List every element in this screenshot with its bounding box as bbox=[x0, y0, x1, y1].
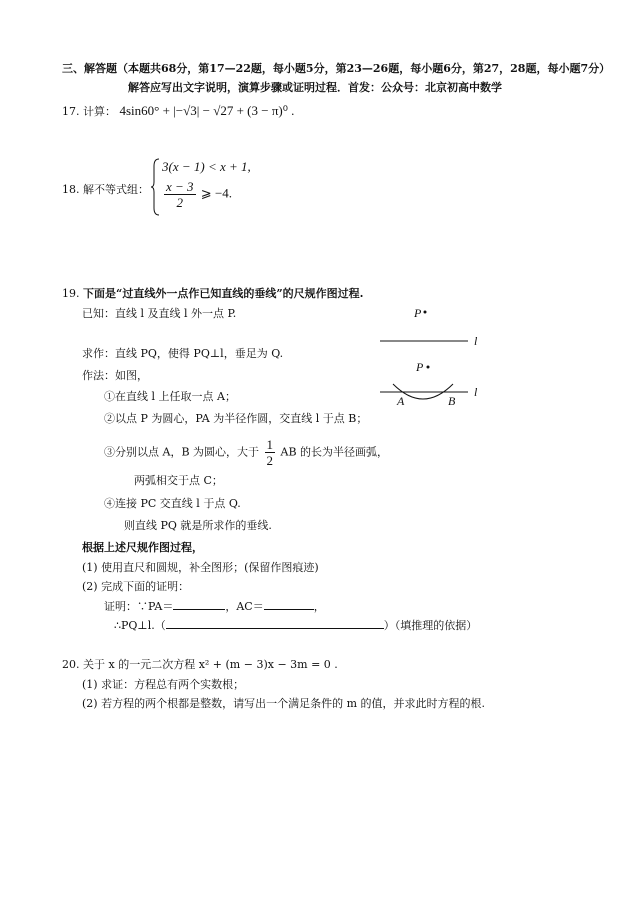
q19-title-row bbox=[62, 285, 363, 301]
q19-proof-paren-close: ）（填推理的依据） bbox=[383, 619, 478, 632]
q19-task1: (1) 使用直尺和圆规，补全图形；(保留作图痕迹) bbox=[82, 561, 319, 574]
q19-blank-pa[interactable] bbox=[173, 597, 225, 610]
fig-bottom-line-label: l bbox=[474, 385, 478, 399]
q18-number: 18. bbox=[62, 183, 80, 196]
q18-frac-num: x − 3 bbox=[166, 179, 194, 194]
q19-given: 已知：直线 l 及直线 l 外一点 P. bbox=[82, 307, 237, 320]
q19-step1: ①在直线 l 上任取一点 A； bbox=[104, 390, 236, 403]
q19-step3-frac-num: 1 bbox=[266, 437, 274, 452]
q18-fraction bbox=[164, 180, 196, 209]
fig-top-point bbox=[424, 311, 427, 314]
q18-inequality-2 bbox=[162, 180, 232, 209]
q19-method: 作法：如图， bbox=[82, 369, 148, 382]
q19-step3-frac-den: 2 bbox=[266, 453, 274, 468]
q18-brace bbox=[150, 158, 160, 216]
q19-find: 求作：直线 PQ，使得 PQ⊥l，垂足为 Q. bbox=[82, 347, 284, 360]
q19-figure bbox=[370, 300, 500, 410]
section-note: 解答应写出文字说明，演算步骤或证明过程．首发：公众号：北京初高中数学 bbox=[128, 81, 502, 94]
q19-proof-end: ， bbox=[313, 600, 325, 613]
q18-prompt: 解不等式组： bbox=[83, 183, 149, 196]
q17-question bbox=[62, 103, 294, 119]
q19-blank-ac[interactable] bbox=[264, 597, 314, 610]
q19-proof-line2 bbox=[114, 616, 477, 633]
q20-stem-row bbox=[62, 656, 338, 672]
q19-proof-line1 bbox=[104, 597, 325, 614]
q19-blank-reason[interactable] bbox=[166, 616, 384, 629]
q18-rest: ⩾ −4. bbox=[200, 185, 233, 201]
fig-point-a-label: A bbox=[397, 394, 405, 408]
q20-part1: (1) 求证：方程总有两个实数根； bbox=[82, 678, 245, 691]
q19-proof-label: 证明：∵PA＝ bbox=[104, 600, 174, 613]
q17-number: 17. bbox=[62, 105, 80, 118]
q20-part2: (2) 若方程的两个根都是整数，请写出一个满足条件的 m 的值，并求此时方程的根. bbox=[82, 697, 485, 710]
q18-inequality-1: 3(x − 1) < x + 1, bbox=[162, 159, 251, 174]
fig-top-line-label: l bbox=[474, 334, 478, 348]
fig-top-point-label: P bbox=[414, 306, 422, 320]
fig-bottom-point bbox=[427, 366, 430, 369]
fig-point-b-label: B bbox=[448, 394, 456, 408]
q17-expression: 4sin60° + |−√3| − √27 + (3 − π)⁰ . bbox=[119, 103, 295, 118]
q19-proof-ac: ，AC＝ bbox=[225, 600, 264, 613]
q19-step3-fraction bbox=[265, 438, 276, 467]
q20-stem: 关于 x 的一元二次方程 x² + (m − 3)x − 3m = 0 . bbox=[83, 658, 338, 671]
q19-step3-a: ③分别以点 A，B 为圆心，大于 bbox=[104, 445, 260, 459]
fig-bottom-point-label: P bbox=[416, 360, 424, 374]
q18-label bbox=[62, 181, 149, 197]
q19-step4: ④连接 PC 交直线 l 于点 Q. bbox=[104, 497, 241, 510]
q19-step2: ②以点 P 为圆心，PA 为半径作圆，交直线 l 于点 B； bbox=[104, 412, 368, 425]
section-title: 三、解答题（本题共68分，第17—22题，每小题5分，第23—26题，每小题6分，第27，28题，每小题7分） bbox=[62, 62, 611, 75]
q19-step3 bbox=[104, 438, 388, 467]
q19-step3-b: AB 的长为半径画弧， bbox=[280, 445, 389, 459]
q19-conclusion: 则直线 PQ 就是所求作的垂线. bbox=[124, 519, 272, 532]
q19-step3-cont: 两弧相交于点 C； bbox=[134, 474, 223, 487]
q19-title: 下面是“过直线外一点作已知直线的垂线”的尺规作图过程. bbox=[83, 287, 364, 300]
q19-task2: (2) 完成下面的证明： bbox=[82, 580, 190, 593]
q19-task-intro: 根据上述尺规作图过程， bbox=[82, 541, 203, 554]
q18-frac-den: 2 bbox=[176, 195, 184, 210]
q19-number: 19. bbox=[62, 287, 80, 300]
q20-number: 20. bbox=[62, 658, 80, 671]
q19-proof-line2-text: ∴PQ⊥l.（ bbox=[114, 619, 166, 632]
q17-prompt: 计算： bbox=[83, 105, 116, 118]
